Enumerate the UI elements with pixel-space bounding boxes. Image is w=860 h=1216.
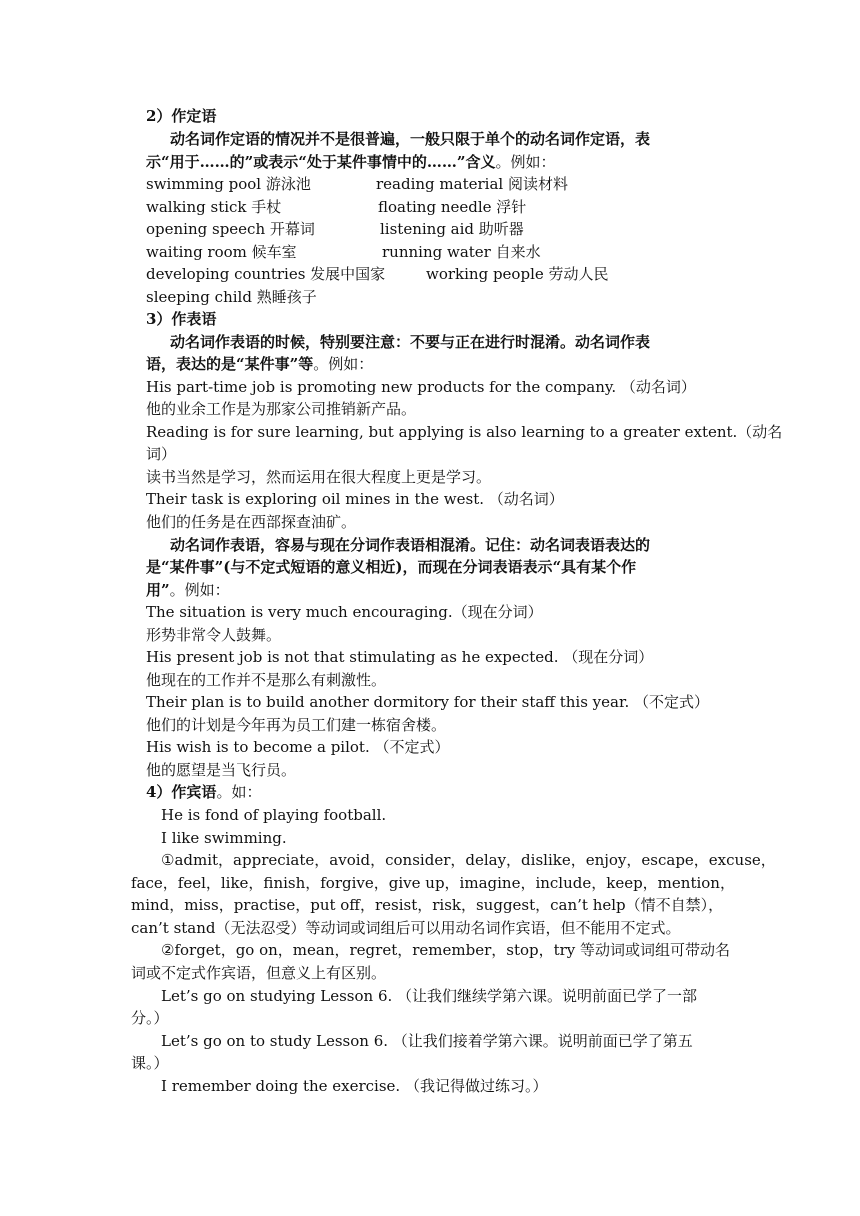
example-sentence: He is fond of playing football.	[161, 806, 387, 824]
verb-list-1-line-3: mind，miss，practise，put off，resist，risk，suggest，can’t help（情不自禁），	[131, 896, 724, 914]
example-translation: 他们的任务是在西部探查油矿。	[146, 513, 357, 531]
example-sentence-continued: 词）	[146, 445, 177, 463]
example-right: floating needle 浮针	[378, 198, 527, 216]
example-right: listening aid 助听器	[380, 220, 524, 238]
section-3-paragraph-1-line-2	[146, 354, 373, 374]
example-translation: 他现在的工作并不是那么有刺激性。	[146, 671, 387, 689]
section-2-paragraph-line-2	[146, 152, 556, 172]
example-left: developing countries 发展中国家	[146, 265, 386, 283]
verb-list-1-line-1: ①admit，appreciate，avoid，consider，delay，dislike，enjoy，escape，excuse，	[161, 851, 776, 869]
section-3-paragraph-2-tail: 。例如：	[169, 581, 230, 599]
example-sentence: The situation is very much encouraging.（现在分词）	[146, 603, 543, 621]
section-3-paragraph-1-tail: 。例如：	[313, 355, 374, 373]
section-2-paragraph-tail: 。例如：	[495, 153, 556, 171]
section-3-paragraph-2-bold: 用”	[146, 581, 170, 599]
section-3-paragraph-2-line-2: 是“某件事”(与不定式短语的意义相近)，而现在分词表语表示“具有某个作	[146, 558, 637, 576]
example-left: opening speech 开幕词	[146, 220, 315, 238]
section-4-heading-line	[146, 782, 261, 802]
example-right: running water 自来水	[382, 243, 541, 261]
section-2-paragraph-bold: 示“用于……的”或表示“处于某件事情中的……”含义	[146, 153, 496, 171]
example-sentence-continued: 分。）	[131, 1009, 169, 1027]
example-sentence-continued: 课。）	[131, 1054, 169, 1072]
example-sentence: Their plan is to build another dormitory for their staff this year. （不定式）	[146, 693, 710, 711]
section-3-paragraph-2-line-1: 动名词作表语，容易与现在分词作表语相混淆。记住：动名词表语表达的	[170, 536, 651, 554]
section-4-heading-tail: 。如：	[216, 783, 262, 801]
example-row	[146, 174, 568, 194]
example-left: swimming pool 游泳池	[146, 175, 311, 193]
verb-list-2-line-2: 词或不定式作宾语，但意义上有区别。	[131, 964, 387, 982]
example-sentence: His present job is not that stimulating as he expected. （现在分词）	[146, 648, 654, 666]
example-translation: 形势非常令人鼓舞。	[146, 626, 282, 644]
example-right: reading material 阅读材料	[376, 175, 568, 193]
example-sentence: His wish is to become a pilot. （不定式）	[146, 738, 450, 756]
example-left: waiting room 候车室	[146, 243, 297, 261]
example-right: working people 劳动人民	[426, 265, 609, 283]
example-sentence: I like swimming.	[161, 829, 287, 847]
verb-list-1-line-2: face，feel，like，finish，forgive，give up，imagine，include，keep，mention，	[131, 874, 735, 892]
example-sentence: Let’s go on to study Lesson 6. （让我们接着学第六课。说明前面已学了第五	[161, 1032, 693, 1050]
verb-list-1-line-4: can’t stand（无法忍受）等动词或词组后可以用动名词作宾语，但不能用不定式。	[131, 919, 681, 937]
example-translation: 他的愿望是当飞行员。	[146, 761, 297, 779]
section-3-paragraph-2-line-3	[146, 580, 230, 600]
section-3-heading: 3）作表语	[146, 310, 217, 328]
example-row	[146, 264, 609, 284]
example-sentence: His part-time job is promoting new products for the company. （动名词）	[146, 378, 696, 396]
example-translation: 读书当然是学习，然而运用在很大程度上更是学习。	[146, 468, 492, 486]
example-translation: 他的业余工作是为那家公司推销新产品。	[146, 400, 417, 418]
example-left: walking stick 手杖	[146, 198, 282, 216]
section-2-paragraph-line-1: 动名词作定语的情况并不是很普遍，一般只限于单个的动名词作定语，表	[170, 130, 651, 148]
example-sentence: Reading is for sure learning, but applying is also learning to a greater extent.（动名	[146, 423, 783, 441]
example-sentence: Let’s go on studying Lesson 6. （让我们继续学第六课。说明前面已学了一部	[161, 987, 698, 1005]
section-4-heading: 4）作宾语	[146, 783, 217, 801]
section-2-heading: 2）作定语	[146, 107, 217, 125]
section-3-paragraph-1-line-1: 动名词作表语的时候，特别要注意：不要与正在进行时混淆。动名词作表	[170, 333, 651, 351]
example-row	[146, 219, 524, 239]
section-3-paragraph-1-bold: 语，表达的是“某件事”等	[146, 355, 314, 373]
example-row	[146, 242, 541, 262]
example-left: sleeping child 熟睡孩子	[146, 288, 317, 306]
verb-list-2-line-1: ②forget，go on，mean，regret，remember，stop，try 等动词或词组可带动名	[161, 941, 731, 959]
example-row	[146, 197, 527, 217]
example-sentence: I remember doing the exercise. （我记得做过练习。）	[161, 1077, 548, 1095]
example-translation: 他们的计划是今年再为员工们建一栋宿舍楼。	[146, 716, 447, 734]
example-row	[146, 287, 317, 307]
example-sentence: Their task is exploring oil mines in the west. （动名词）	[146, 490, 564, 508]
